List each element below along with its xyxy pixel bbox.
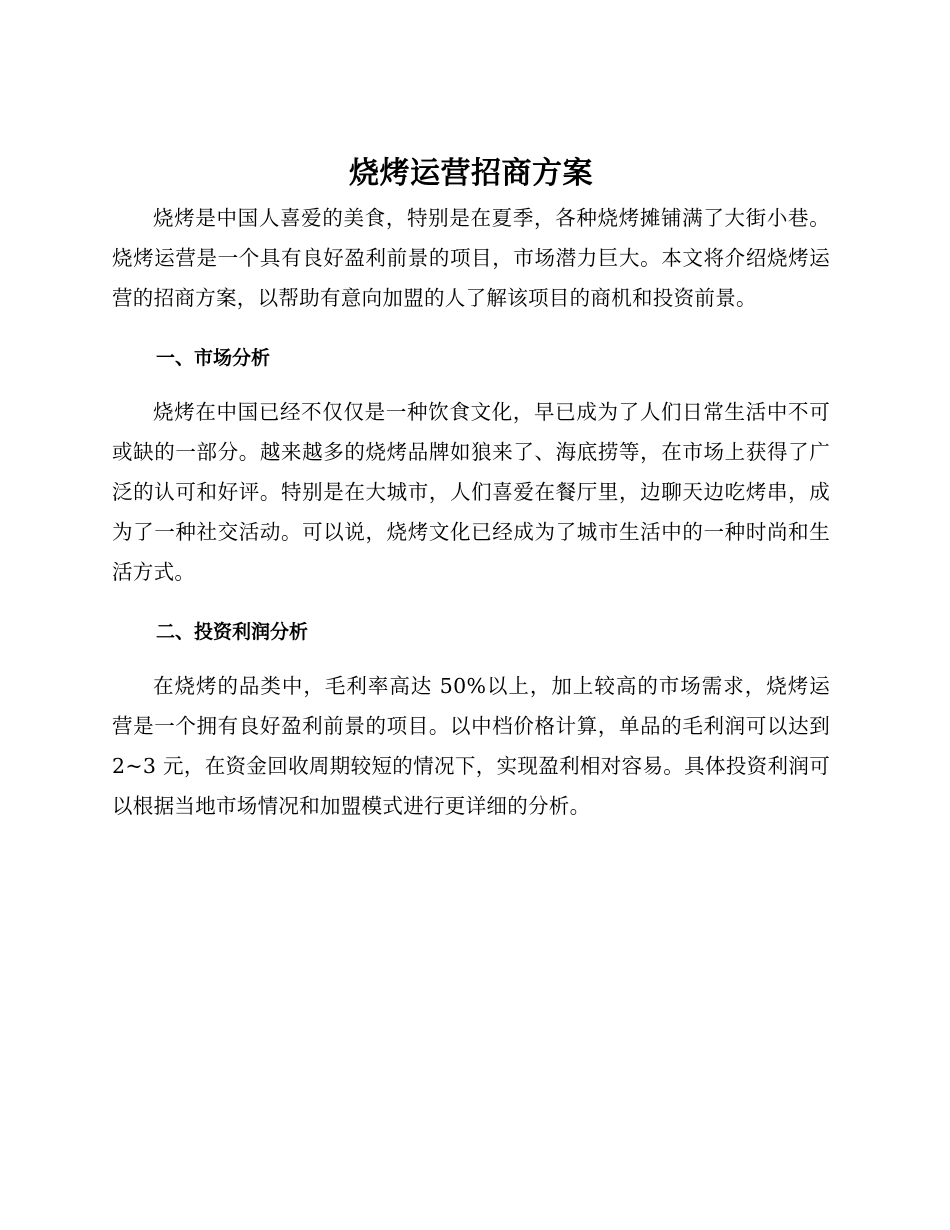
- section-heading-investment-profit: 二、投资利润分析: [156, 621, 309, 643]
- section-heading-market-analysis: 一、市场分析: [156, 347, 271, 369]
- document-title: 烧烤运营招商方案: [349, 156, 593, 191]
- intro-paragraph: 烧烤是中国人喜爱的美食，特别是在夏季，各种烧烤摊铺满了大街小巷。烧烤运营是一个具有良好盈利前景的项目，市场潜力巨大。本文将介绍烧烤运营的招商方案，以帮助有意向加盟的人了解该项目的商机和投资前景。: [112, 206, 830, 310]
- document-page: [112, 150, 830, 826]
- section-body-market-analysis: 烧烤在中国已经不仅仅是一种饮食文化，早已成为了人们日常生活中不可或缺的一部分。越来越多的烧烤品牌如狼来了、海底捞等，在市场上获得了广泛的认可和好评。特别是在大城市，人们喜爱在餐厅里，边聊天边吃烤串，成为了一种社交活动。可以说，烧烤文化已经成为了城市生活中的一种时尚和生活方式。: [112, 400, 830, 584]
- section-body-investment-profit: 在烧烤的品类中，毛利率高达 50%以上，加上较高的市场需求，烧烤运营是一个拥有良好盈利前景的项目。以中档价格计算，单品的毛利润可以达到 2~3 元，在资金回收周期较短的情况下，实现盈利相对容易。具体投资利润可以根据当地市场情况和加盟模式进行更详细的分析。: [112, 674, 830, 818]
